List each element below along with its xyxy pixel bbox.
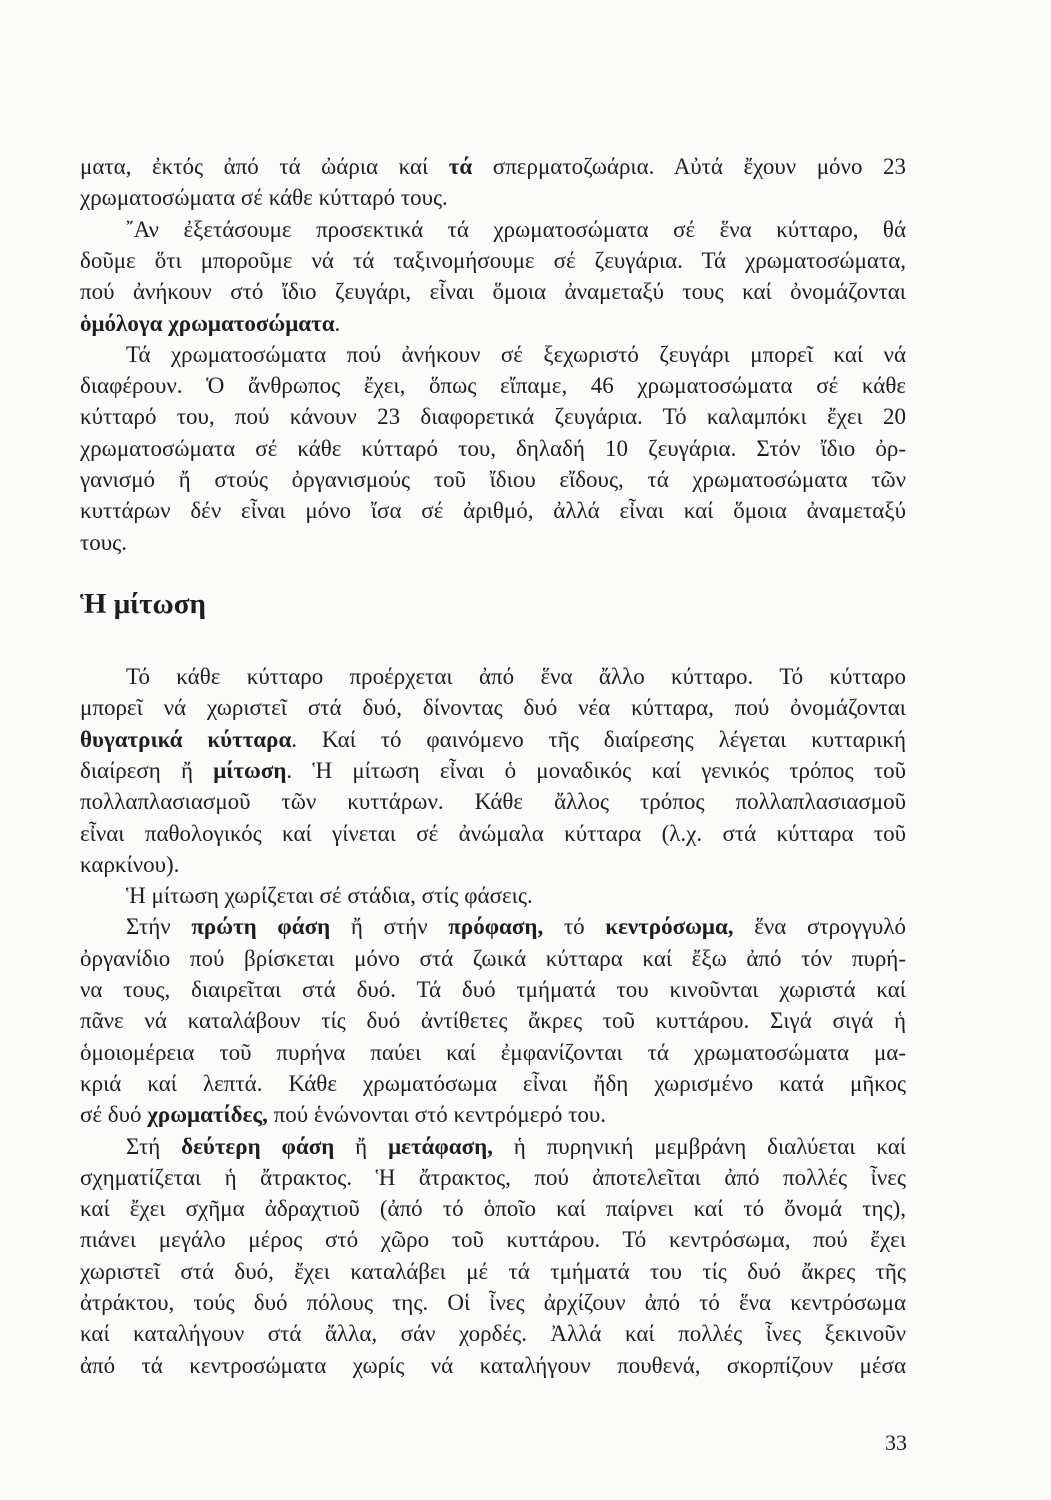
text-run: διαίρεση ἤ xyxy=(80,757,214,783)
text-run: πού ἀνήκουν στό ἴδιο ζευγάρι, εἶναι ὅμοια ἀναμεταξύ τους καί ὀνομάζονται xyxy=(80,279,906,305)
text-run: καρκίνου). xyxy=(80,851,180,877)
text-run: κυττάρων δέν εἶναι μόνο ἴσα σέ ἀριθμό, ἀλλά εἶναι καί ὅμοια ἀναμεταξύ xyxy=(80,498,906,524)
text-line xyxy=(80,434,906,464)
text-line xyxy=(126,340,906,370)
text-run: Στήν xyxy=(126,914,192,940)
text-run: χωριστεῖ στά δυό, ἔχει καταλάβει μέ τά τμήματά του τίς δυό ἄκρες τῆς xyxy=(80,1258,906,1284)
bold-term: χρωματίδες, xyxy=(147,1102,268,1128)
text-run: ἤ xyxy=(334,1133,389,1159)
text-line xyxy=(80,975,906,1005)
text-run: ματα, ἐκτός ἀπό τά ὠάρια καί xyxy=(80,154,449,179)
text-line xyxy=(80,1225,906,1255)
text-run: κριά καί λεπτά. Κάθε χρωματόσωμα εἶναι ἤδη χωρισμένο κατά μῆκος xyxy=(80,1070,906,1096)
text-line xyxy=(80,402,906,432)
text-run: χρωματοσώματα σέ κάθε κύτταρό τους. xyxy=(80,185,448,211)
text-run: . xyxy=(334,310,341,336)
bold-term: μίτωση xyxy=(213,757,287,783)
text-line xyxy=(80,152,906,182)
text-line xyxy=(80,1288,906,1318)
text-line xyxy=(80,1006,906,1036)
bold-term: θυγατρικά κύτταρα xyxy=(80,726,292,752)
text-run: σπερματοζωάρια. Αὐτά ἔχουν μόνο 23 xyxy=(472,154,906,179)
bold-term: δεύτερη φάση xyxy=(181,1133,335,1159)
text-run: . Ἡ μίτωση εἶναι ὁ μοναδικός καί γενικός τρόπος τοῦ xyxy=(286,757,906,783)
text-line xyxy=(80,819,906,849)
text-line xyxy=(80,246,906,276)
text-run: χρωματοσώματα σέ κάθε κύτταρό του, δηλαδή 10 ζευγάρια. Στόν ἴδιο ὀρ- xyxy=(80,435,906,461)
text-line xyxy=(80,371,906,401)
text-line xyxy=(126,912,906,942)
bold-term: κεντρόσωμα, xyxy=(605,914,734,940)
text-run: τους. xyxy=(80,529,127,555)
text-run: ἕνα στρογγυλό xyxy=(733,914,906,940)
text-line xyxy=(80,277,906,307)
text-line xyxy=(80,496,906,526)
text-line xyxy=(126,662,906,692)
text-line xyxy=(126,215,906,245)
text-run: ἤ στήν xyxy=(330,914,449,940)
text-line xyxy=(80,1038,906,1068)
text-run: σχηματίζεται ἡ ἄτρακτος. Ἡ ἄτρακτος, πού ἀποτελεῖται ἀπό πολλές ἶνες xyxy=(80,1164,906,1190)
text-run: κύτταρό του, πού κάνουν 23 διαφορετικά ζευγάρια. Τό καλαμπόκι ἔχει 20 xyxy=(80,404,906,430)
text-run: διαφέρουν. Ὁ ἄνθρωπος ἔχει, ὅπως εἴπαμε, 46 χρωματοσώματα σέ κάθε xyxy=(80,373,906,399)
text-line xyxy=(80,693,906,723)
text-line xyxy=(80,1351,906,1381)
text-run: ἀτράκτου, τούς δυό πόλους της. Οἱ ἶνες ἀρχίζουν ἀπό τό ἕνα κεντρόσωμα xyxy=(80,1290,906,1315)
page-number: 33 xyxy=(885,1430,907,1455)
text-run: Τό κάθε κύτταρο προέρχεται ἀπό ἕνα ἄλλο κύτταρο. Τό κύτταρο xyxy=(126,664,906,689)
text-line xyxy=(80,528,906,558)
text-run: Τά χρωματοσώματα πού ἀνήκουν σέ ξεχωριστό ζευγάρι μπορεῖ καί νά xyxy=(126,341,906,367)
text-line xyxy=(80,850,906,880)
text-line xyxy=(80,183,906,213)
bold-term: πρώτη φάση xyxy=(191,914,331,940)
text-line xyxy=(80,944,906,974)
text-run: ῎Αν ἐξετάσουμε προσεκτικά τά χρωματοσώματα σέ ἕνα κύτταρο, θά xyxy=(126,216,906,242)
bold-term: τά xyxy=(448,154,473,179)
text-run: ὀργανίδιο πού βρίσκεται μόνο στά ζωικά κύτταρα καί ἔξω ἀπό τόν πυρή- xyxy=(80,945,906,971)
text-line xyxy=(80,756,906,786)
text-run: καί καταλήγουν στά ἄλλα, σάν χορδές. Ἀλλά καί πολλές ἶνες ξεκινοῦν xyxy=(80,1321,906,1347)
text-line xyxy=(80,1257,906,1287)
text-line xyxy=(126,1132,906,1162)
text-line xyxy=(80,309,906,339)
text-run: δοῦμε ὅτι μποροῦμε νά τά ταξινομήσουμε σέ ζευγάρια. Τά χρωματοσώματα, xyxy=(80,247,906,273)
text-run: τό xyxy=(543,914,606,940)
bold-term: πρόφαση, xyxy=(448,914,544,940)
text-line xyxy=(126,881,906,911)
text-line xyxy=(80,465,906,495)
text-run: γανισμό ἤ στούς ὀργανισμούς τοῦ ἴδιου εἴδους, τά χρωματοσώματα τῶν xyxy=(80,467,906,492)
text-line xyxy=(80,1069,906,1099)
text-line xyxy=(80,787,906,817)
text-line xyxy=(80,1100,906,1130)
text-run: ἡ πυρηνική μεμβράνη διαλύεται καί xyxy=(492,1133,906,1159)
text-run: ὁμοιομέρεια τοῦ πυρήνα παύει καί ἐμφανίζονται τά χρωματοσώματα μα- xyxy=(80,1039,906,1065)
text-run: . Καί τό φαινόμενο τῆς διαίρεσης λέγεται κυτταρική xyxy=(291,726,906,752)
text-run: ἀπό τά κεντροσώματα χωρίς νά καταλήγουν πουθενά, σκορπίζουν μέσα xyxy=(80,1352,906,1378)
text-run: εἶναι παθολογικός καί γίνεται σέ ἀνώμαλα κύτταρα (λ.χ. στά κύτταρα τοῦ xyxy=(80,820,906,846)
bold-term: μετάφαση, xyxy=(388,1133,493,1159)
text-run: πού ἑνώνονται στό κεντρόμερό του. xyxy=(267,1102,606,1128)
text-run: μπορεῖ νά χωριστεῖ στά δυό, δίνοντας δυό νέα κύτταρα, πού ὀνομάζονται xyxy=(80,695,906,721)
text-line xyxy=(80,1163,906,1193)
text-run: πιάνει μεγάλο μέρος στό χῶρο τοῦ κυττάρου. Τό κεντρόσωμα, πού ἔχει xyxy=(80,1227,906,1253)
text-line xyxy=(80,725,906,755)
text-run: Στή xyxy=(126,1133,182,1159)
text-line xyxy=(80,1319,906,1349)
text-run: πᾶνε νά καταλάβουν τίς δυό ἀντίθετες ἄκρες τοῦ κυττάρου. Σιγά σιγά ἡ xyxy=(80,1008,906,1034)
text-line xyxy=(80,1194,906,1224)
bold-term: ὁμόλογα χρωματοσώματα xyxy=(80,310,335,336)
text-run: καί ἔχει σχῆμα ἀδραχτιοῦ (ἀπό τό ὁποῖο καί παίρνει καί τό ὄνομά της), xyxy=(80,1196,906,1222)
text-run: πολλαπλασιασμοῦ τῶν κυττάρων. Κάθε ἄλλος τρόπος πολλαπλασιασμοῦ xyxy=(80,789,906,815)
text-run: Ἡ μίτωση χωρίζεται σέ στάδια, στίς φάσεις. xyxy=(126,883,533,909)
section-heading: Ἡ μίτωση xyxy=(80,588,206,620)
text-run: να τους, διαιρεῖται στά δυό. Τά δυό τμήματά του κινοῦνται χωριστά καί xyxy=(80,977,906,1002)
text-run: σέ δυό xyxy=(80,1102,148,1128)
